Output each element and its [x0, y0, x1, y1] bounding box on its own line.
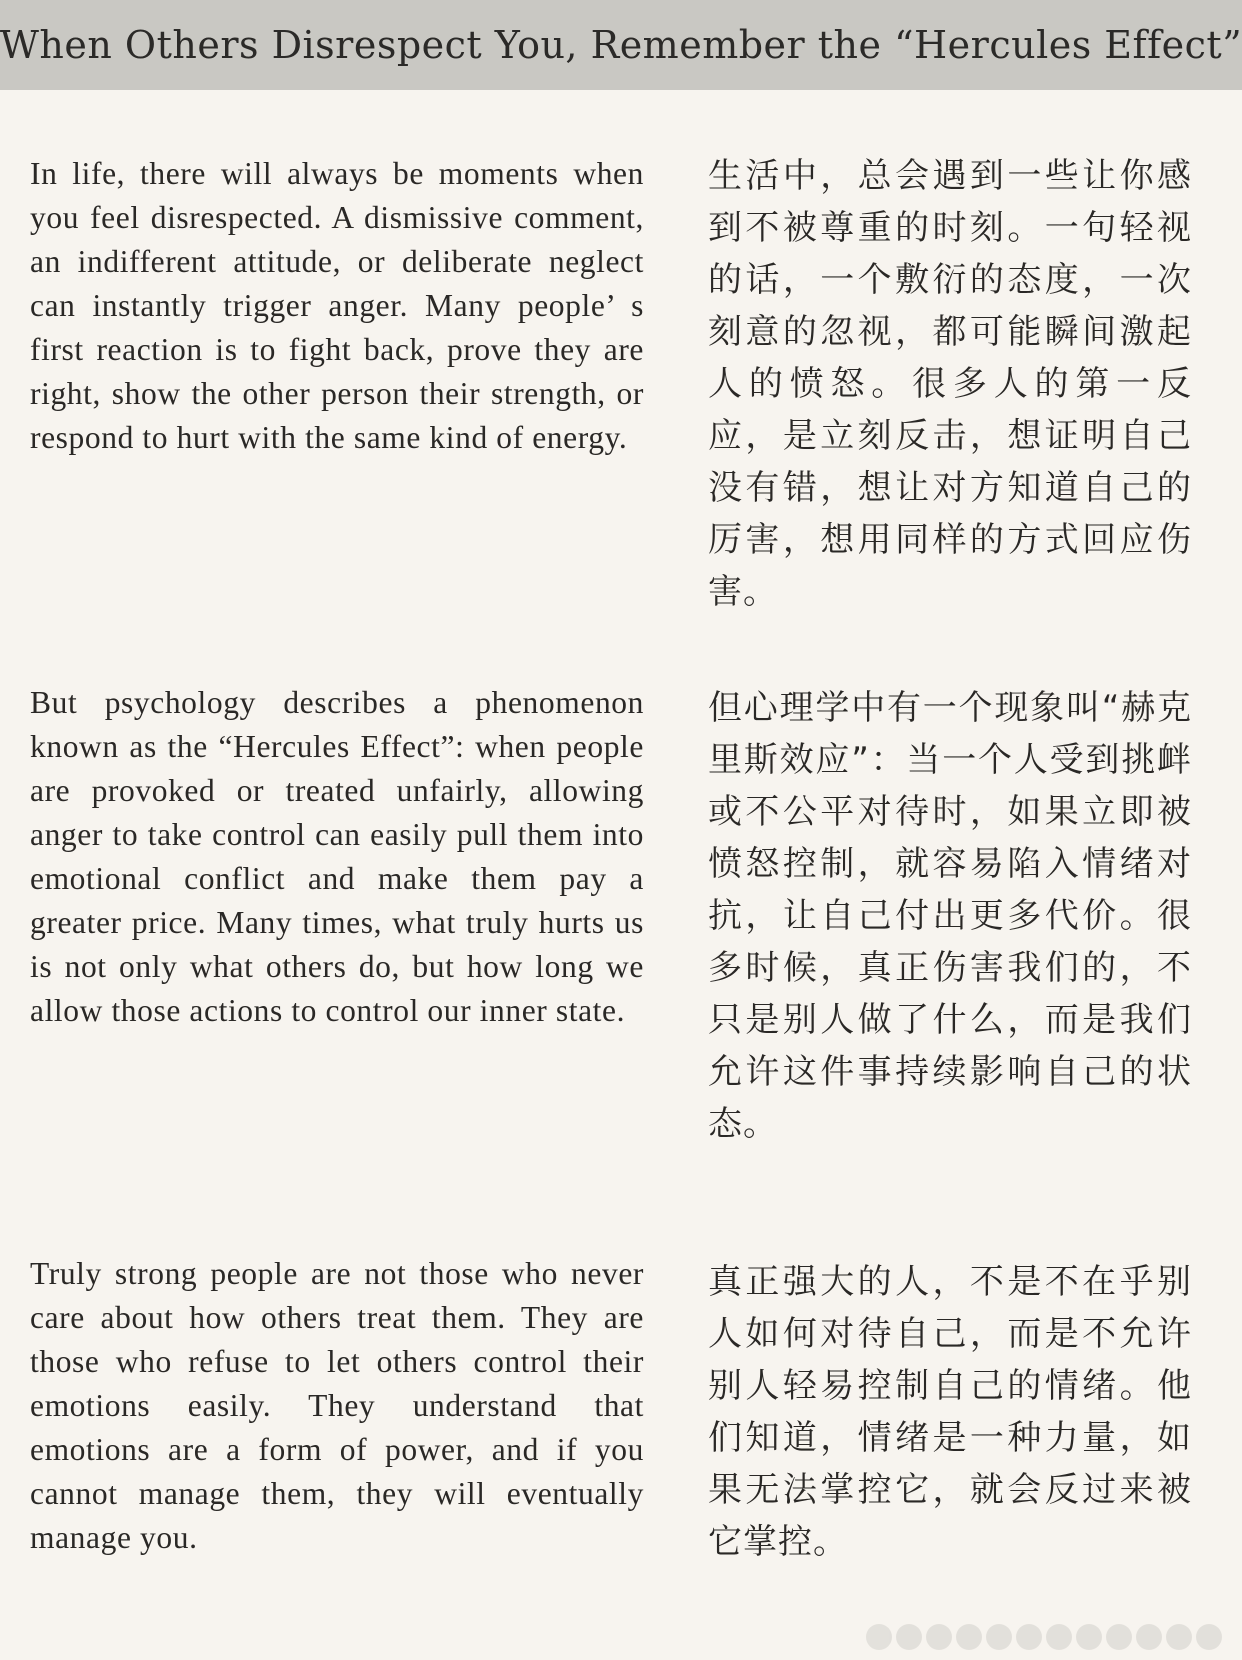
- english-paragraph-1: In life, there will always be moments when you feel disrespected. A dismissive comment, an indifferent attitude, or deliberate neglect can instantly trigger anger. Many people’ s first reaction is to fight back, prove they are right, show the other person their strength, or respond to hurt with the same kind of energy.: [30, 156, 644, 455]
- english-paragraph-2: But psychology describes a phenomenon known as the “Hercules Effect”: when people are provoked or treated unfairly, allowing anger to take control can easily pull them into emotional conflict and make them pay a greater price. Many times, what truly hurts us is not only what others do, but how long we allow those actions to control our inner state.: [30, 685, 644, 1028]
- chinese-paragraph-3: 真正强大的人，不是不在乎别人如何对待自己，而是不允许别人轻易控制自己的情绪。他们知道，情绪是一种力量，如果无法掌控它，就会反过来被它掌控。: [708, 1262, 1192, 1562]
- watermark-logo: [862, 1620, 1222, 1654]
- chinese-paragraph-2: 但心理学中有一个现象叫“赫克里斯效应”：当一个人受到挑衅或不公平对待时，如果立即被愤怒控制，就容易陷入情绪对抗，让自己付出更多代价。很多时候，真正伤害我们的，不只是别人做了什么，而是我们允许这件事持续影响自己的状态。: [708, 688, 1192, 1144]
- title-bar: [0, 0, 1242, 90]
- page-title: When Others Disrespect You, Remember the “Hercules Effect”: [0, 23, 1242, 67]
- chinese-paragraph-1: 生活中，总会遇到一些让你感到不被尊重的时刻。一句轻视的话，一个敷衍的态度，一次刻意的忽视，都可能瞬间激起人的愤怒。很多人的第一反应，是立刻反击，想证明自己没有错，想让对方知道自己的厉害，想用同样的方式回应伤害。: [708, 156, 1192, 612]
- english-paragraph-3: Truly strong people are not those who never care about how others treat them. They are those who refuse to let others control their emotions easily. They understand that emotions are a form of power, and if you cannot manage them, they will eventually manage you.: [30, 1256, 644, 1555]
